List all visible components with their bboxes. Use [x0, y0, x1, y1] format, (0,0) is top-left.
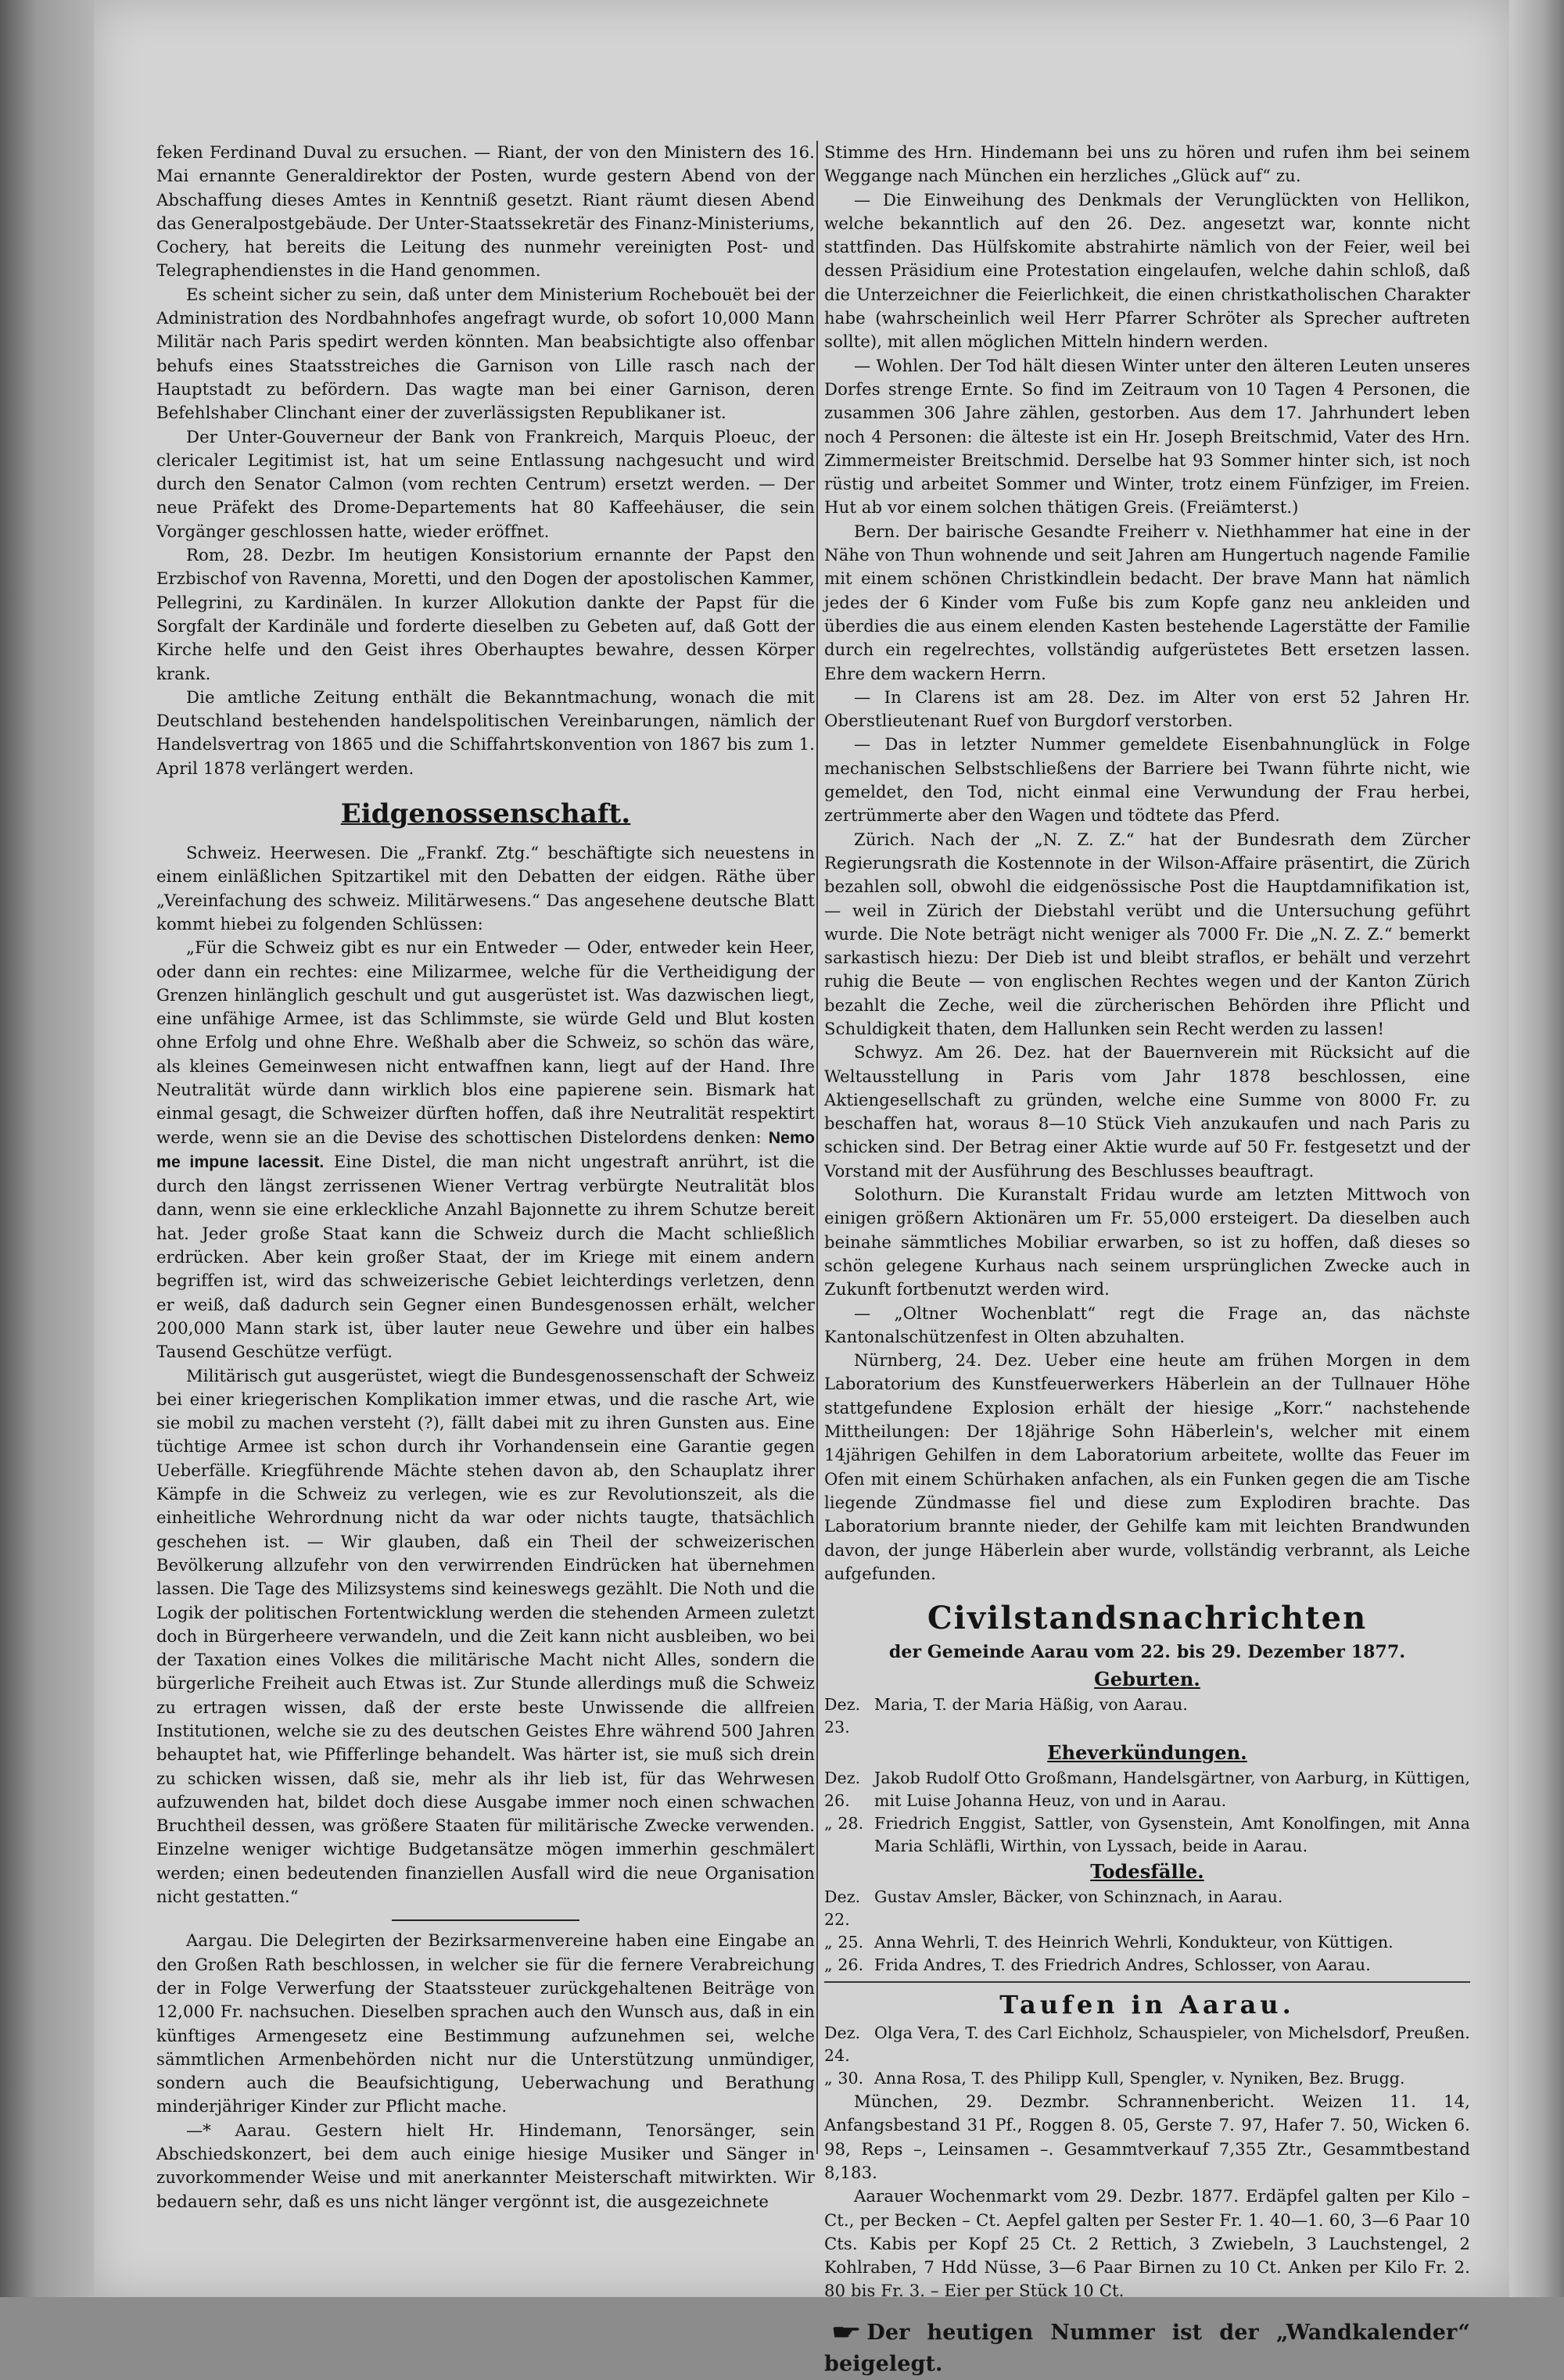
- divider: [824, 1981, 1470, 1983]
- paragraph: Es scheint sicher zu sein, daß unter dem Ministerium Rochebouët bei der Administration des Nordbahnhofes angefragt wurde, ob sofort 10,000 Mann Militär nach Paris spedirt werden könnten. Man beabsichtigte also offenbar behufs eines Staatsstreiches die Garnison von Lille rasch nach der Hauptstadt zu befördern. Das wagte man bei einer Garnison, deren Befehlshaber Clinchant einer der zuverlässigsten Republikaner ist.: [156, 284, 815, 423]
- entry-text: Maria, T. der Maria Häßig, von Aarau.: [874, 1695, 1189, 1715]
- paragraph: — Die Einweihung des Denkmals der Verunglückten von Hellikon, welche bekanntlich auf den 26. Dez. angesetzt war, konnte nicht stattfinden. Das Hülfskomite abstrahirte nämlich von der Feier, weil bei dessen Präsidium eine Protestation eingelaufen, welche dahin schloß, daß die Unterzeichner die Feierlichkeit, die einen christkatholischen Charakter habe (wahrscheinlich weil Herr Pfarrer Schröter als Sprecher auftreten sollte), mit allen möglichen Mitteln hindern werden.: [824, 189, 1470, 352]
- paragraph: — Wohlen. Der Tod hält diesen Winter unter den älteren Leuten unseres Dorfes strenge Ernte. So find im Zeitraum von 10 Tagen 4 Personen, die zusammen 306 Jahre zählen, gestorben. Aus dem 17. Jahrhundert leben noch 4 Personen: die älteste ist ein Hr. Joseph Breitschmid, Vater des Hrn. Zimmermeister Breitschmid. Derselbe hat 93 Sommer hinter sich, ist noch rüstig und arbeitet Sommer und Winter, trotz einem Fünfziger, im Freien. Hut ab vor einem solchen thätigen Greis. (Freiämterst.): [824, 355, 1470, 518]
- entry-text: Anna Rosa, T. des Philipp Kull, Spengler, v. Nyniken, Bez. Brugg.: [874, 2069, 1405, 2088]
- paragraph: Aargau. Die Delegirten der Bezirksarmenvereine haben eine Eingabe an den Großen Rath beschlossen, in welcher sie für die fernere Verabreichung der in Folge Verwerfung der Staatssteuer zurückgehaltenen Beiträge von 12,000 Fr. nachsuchen. Dieselben sprachen auch den Wunsch aus, daß in ein künftiges Armengesetz eine Bestimmung aufzunehmen sei, welche sämmtlichen Armenbehörden nicht nur die Unterstützung unmündiger, sondern auch die Beaufsichtigung, Ueberwachung und Berathung minderjähriger Kinder zur Pflicht mache.: [156, 1930, 815, 2117]
- notice-text: Der heutigen Nummer ist der „Wandkalender“ beigelegt.: [824, 2320, 1470, 2376]
- civil-registry-subtitle: der Gemeinde Aarau vom 22. bis 29. Dezember 1877.: [888, 1642, 1406, 1663]
- latin-motto: Nemo me impune lacessit.: [156, 1128, 815, 1171]
- quote-text: „Für die Schweiz gibt es nur ein Entweder — Oder, entweder kein Heer, oder dann ein rechtes: eine Milizarmee, welche für die Vertheidigung der Grenzen hinlänglich geschult und gut ausgerüstet ist. Was dazwischen liegt, eine unfähige Armee, ist das Schlimmste, sie würde Geld und Blut kosten ohne Erfolg und ohne Ehre. Weßhalb aber die Schweiz, so schön das wäre, als kleines Gemeinwesen nicht entwaffnen kann, liegt auf der Hand. Ihre Neutralität würde dann wirklich blos eine papierene sein. Bismark hat einmal gesagt, die Schweizer dürften hoffen, daß ihre Neutralität respektirt werde, wenn sie an die Devise des schottischen Distelordens denken:: [156, 937, 815, 1147]
- left-column: [156, 141, 815, 2213]
- paragraph: Rom, 28. Dezbr. Im heutigen Konsistorium ernannte der Papst den Erzbischof von Ravenna, Moretti, und den Dogen der apostolischen Kammer, Pellegrini, zu Kardinälen. In kurzer Allokution dankte der Papst für die Sorgfalt der Kardinäle und forderte dieselben zu Gebeten auf, daß Gott der Kirche helfe und den Geist ihres Oberhauptes bewahre, dessen Körper krank.: [156, 545, 815, 683]
- marriages-heading: Eheverkündungen.: [1047, 1741, 1247, 1765]
- paragraph: — In Clarens ist am 28. Dez. im Alter von erst 52 Jahren Hr. Oberstlieutenant Ruef von Burgdorf verstorben.: [824, 686, 1470, 731]
- births-heading: Geburten.: [1094, 1668, 1200, 1691]
- entry-date: Dez. 26.: [824, 1769, 861, 1811]
- registry-entry: [824, 1767, 1470, 1812]
- scan-left-edge: [0, 0, 94, 2297]
- paragraph: — „Oltner Wochenblatt“ regt die Frage an, das nächste Kantonalschützenfest in Olten abzuhalten.: [824, 1303, 1470, 1346]
- paragraph: Stimme des Hrn. Hindemann bei uns zu hören und rufen ihm bei seinem Weggange nach München ein herzliches „Glück auf“ zu.: [824, 142, 1470, 186]
- entry-date: Dez. 23.: [824, 1695, 861, 1737]
- entry-text: Gustav Amsler, Bäcker, von Schinznach, in Aarau.: [874, 1887, 1283, 1907]
- entry-text: Anna Wehrli, T. des Heinrich Wehrli, Kondukteur, von Küttigen.: [874, 1933, 1394, 1952]
- entry-text: Frida Andres, T. des Friedrich Andres, Schlosser, von Aarau.: [874, 1955, 1371, 1975]
- supplement-notice: [824, 2317, 1470, 2380]
- registry-entry: [824, 2067, 1470, 2090]
- pointing-hand-icon: ☛: [830, 2320, 862, 2345]
- paragraph: Die amtliche Zeitung enthält die Bekanntmachung, wonach die mit Deutschland bestehenden handelspolitischen Vereinbarungen, nämlich der Handelsvertrag von 1865 und die Schiffahrtskonvention von 1867 bis zum 1. April 1878 verlängert werden.: [156, 686, 815, 778]
- column-rule: [816, 141, 818, 2154]
- paragraph: Nürnberg, 24. Dez. Ueber eine heute am frühen Morgen in dem Laboratorium des Kunstfeuerwerkers Häberlein an der Tullnauer Höhe stattgefundene Explosion erhält der hiesige „Korr.“ nachstehende Mittheilungen: Der 18jährige Sohn Häberlein's, welcher mit einem 14jährigen Gehilfen in dem Laboratorium arbeitete, wollte das Feuer im Ofen mit einem Schürhaken anfachen, als ein Funken gegen die am Tische liegende Zündmasse fiel und diese zum Explodiren brachte. Das Laboratorium brannte nieder, der Gehilfe kam mit leichten Brandwunden davon, der junge Häberlein aber wurde, vollständig verbrannt, als Leiche aufgefunden.: [824, 1350, 1470, 1583]
- market-report: Aarauer Wochenmarkt vom 29. Dezbr. 1877. Erdäpfel galten per Kilo – Ct., per Becken – Ct. Aepfel galten per Sester Fr. 1. 40—1. 60, 3—6 Paar 10 Cts. Kabis per Kopf 25 Ct. 2 Rettich, 3 Zwiebeln, 3 Lauchstengel, 2 Kohlraben, 7 Hdd Nüsse, 3—6 Paar Birnen zu 10 Ct. Anken per Kilo Fr. 2. 80 bis Fr. 3. – Eier per Stück 10 Ct.: [824, 2186, 1470, 2301]
- registry-entry: [824, 2022, 1470, 2067]
- entry-date: Dez. 24.: [824, 2023, 861, 2066]
- entry-text: Jakob Rudolf Otto Großmann, Handelsgärtner, von Aarburg, in Küttigen, mit Luise Johanna Heuz, von und in Aarau.: [874, 1769, 1470, 1811]
- paragraph: Zürich. Nach der „N. Z. Z.“ hat der Bundesrath dem Zürcher Regierungsrath die Kostennote in der Wilson-Affaire präsentirt, die Zürich bezahlen soll, obwohl die eidgenössische Post die Hauptdamnifikation ist, — weil in Zürich der Diebstahl verübt und die Untersuchung geführt wurde. Die Note beträgt nicht weniger als 7000 Fr. Die „N. Z. Z.“ bemerkt sarkastisch hiezu: Der Dieb ist und bleibt straflos, er behält und verzehrt ruhig die Beute — von englischen Rechtes wegen und der Kanton Zürich bezahlt die Zeche, weil die zürcherischen Behörden ihre Pflicht und Schuldigkeit thaten, dem Hallunken sein Recht werden zu lassen!: [824, 829, 1470, 1038]
- entry-text: Friedrich Enggist, Sattler, von Gysenstein, Amt Konolfingen, mit Anna Maria Schläfli, Wirthin, von Lyssach, beide in Aarau.: [874, 1814, 1470, 1856]
- paragraph: —* Aarau. Gestern hielt Hr. Hindemann, Tenorsänger, sein Abschiedskonzert, bei dem auch einige hiesige Musiker und Sänger in zuvorkommender Weise und mit anerkannter Meisterschaft mitwirkten. Wir bedauern sehr, daß es uns nicht länger vergönnt ist, die ausgezeichnete: [156, 2120, 815, 2211]
- entry-date: Dez. 22.: [824, 1887, 861, 1930]
- registry-entry: [824, 1812, 1470, 1858]
- quote-text: Eine Distel, die man nicht ungestraft anrührt, ist die durch den längst zerrissenen Wiener Vertrag verbürgte Neutralität blos dann, wenn sie eine erkleckliche Anzahl Bajonnette zu ihrem Schutze bereit hat. Jeder große Staat kann die Schweiz durch die Macht schließlich erdrücken. Aber kein großer Staat, der im Kriege mit einem andern begriffen ist, wird das schweizerische Gebiet leichterdings verletzen, denn er weiß, daß dadurch sein Gegner einen Bundesgenossen erhält, welcher 200,000 Mann stark ist, über lauter neue Gewehre und über ein halbes Tausend Geschütze verfügt.: [156, 1151, 815, 1362]
- scan-right-edge: [1509, 0, 1564, 2297]
- registry-entry: [824, 1931, 1470, 1954]
- paragraph: feken Ferdinand Duval zu ersuchen. — Riant, der von den Ministern des 16. Mai ernannte Generaldirektor der Posten, wurde gestern Abend von der Abschaffung dieses Amtes in Kenntniß gesetzt. Riant räumt diesen Abend das Generalpostgebäude. Der Unter-Staatssekretär des Finanz-Ministeriums, Cochery, hat bereits die Leitung des nunmehr vereinigten Post- und Telegraphendienstes in die Hand genommen.: [156, 142, 815, 281]
- entry-date: „ 28.: [824, 1814, 864, 1833]
- paragraph: Bern. Der bairische Gesandte Freiherr v. Niethhammer hat eine in der Nähe von Thun wohnende und seit Jahren am Hungertuch nagende Familie mit einem schönen Christkindlein bedacht. Der brave Mann hat nämlich jedes der 6 Kinder vom Fuße bis zum Kopfe ganz neu ankleiden und überdies die aus einem elenden Kasten bestehende Lagerstätte der Familie durch ein regelrechtes, vollständig aufgerüstetes Bett ersetzen lassen. Ehre dem wackern Herrn.: [824, 521, 1470, 683]
- deaths-heading: Todesfälle.: [1090, 1860, 1204, 1884]
- quote-paragraph: Militärisch gut ausgerüstet, wiegt die Bundesgenossenschaft der Schweiz bei einer kriegerischen Komplikation immer etwas, und die rasche Art, wie sie mobil zu machen versteht (?), fällt dabei mit zu ihren Gunsten aus. Eine tüchtige Armee ist schon durch ihr Vorhandensein eine Garantie gegen Ueberfälle. Kriegführende Mächte stehen davon ab, den Schauplatz ihrer Kämpfe in die Schweiz zu verlegen, wie es zur Revolutionszeit, als die einheitliche Wehrordnung nicht da war oder nichts taugte, thatsächlich geschehen ist. — Wir glauben, daß ein Theil der schweizerischen Bevölkerung allzufehr von den verwirrenden Eindrücken hat übernehmen lassen. Die Tage des Milizsystems sind keineswegs gezählt. Die Noth und die Logik der politischen Fortentwicklung werden die stehenden Armeen zuletzt doch in Bürgerheere verwandeln, und die Zeit kann nicht ausbleiben, wo bei der Taxation eines Volkes die militärische Macht nicht Alles, sondern die bürgerliche Freiheit auch Etwas ist. Zur Stunde allerdings muß die Schweiz zu ertragen wissen, daß der erste beste Unwissende die allfreien Institutionen, welche sie zu des deutschen Geistes Ehre während 500 Jahren behauptet hat, wie Pfifferlinge behandelt. Was härter ist, sie muß sich drein zu schicken wissen, daß sie, mehr als ihr lieb ist, für das Wehrwesen aufzuwenden hat, bildet doch diese Ausgabe immer noch einen schwachen Bruchtheil dessen, was größere Staaten für militärische Zwecke verwenden. Einzelne weniger wichtige Budgetansätze mögen immerhin geschmälert werden; einen bedeutenden finanziellen Ausfall wird die neue Organisation nicht gestatten.“: [156, 1365, 815, 1907]
- market-report: München, 29. Dezmbr. Schrannenbericht. Weizen 11. 14, Anfangsbestand 31 Pf., Roggen 8. 05, Gerste 7. 97, Hafer 7. 50, Wicken 6. 98, Reps –, Leinsamen –. Gesammtverkauf 7,355 Ztr., Gesammtbestand 8,183.: [824, 2091, 1470, 2182]
- entry-date: „ 30.: [824, 2069, 864, 2088]
- registry-entry: [824, 1954, 1470, 1977]
- quote-paragraph: [156, 936, 815, 1364]
- paragraph: — Das in letzter Nummer gemeldete Eisenbahnunglück in Folge mechanischen Selbstschließens der Barriere bei Twann führte nicht, wie gemeldet, den Tod, nicht einmal eine Verwundung der Frau herbei, zertrümmerte aber den Wagen und tödtete das Pferd.: [824, 734, 1470, 826]
- entry-date: „ 25.: [824, 1933, 864, 1952]
- registry-entry: [824, 1886, 1470, 1931]
- paragraph: Solothurn. Die Kuranstalt Fridau wurde am letzten Mittwoch von einigen größern Aktionären um Fr. 55,000 ersteigert. Da dieselben auch beinahe sämmtliches Mobiliar erwarben, so ist zu hoffen, daß dieses so schön gelegene Kurhaus nach seinem ursprünglichen Zwecke auch in Zukunft fortbenutzt werden wird.: [824, 1185, 1470, 1299]
- newspaper-page: [94, 0, 1509, 2376]
- right-column: [824, 141, 1470, 2380]
- baptisms-heading: Taufen in Aarau.: [999, 1990, 1295, 2020]
- civil-registry-title: Civilstandsnachrichten: [927, 1600, 1368, 1637]
- section-heading: Eidgenossenschaft.: [340, 798, 631, 830]
- registry-entry: [824, 1694, 1470, 1739]
- paragraph: Schweiz. Heerwesen. Die „Frankf. Ztg.“ beschäftigte sich neuestens in einem einläßlichen Spitzartikel mit den Debatten der eidgen. Räthe über „Vereinfachung des schweiz. Militärwesens.“ Das angesehene deutsche Blatt kommt hiebei zu folgenden Schlüssen:: [156, 843, 815, 934]
- entry-date: „ 26.: [824, 1955, 864, 1975]
- entry-text: Olga Vera, T. des Carl Eichholz, Schauspieler, von Michelsdorf, Preußen.: [874, 2023, 1470, 2043]
- paragraph: Der Unter-Gouverneur der Bank von Frankreich, Marquis Ploeuc, der clericaler Legitimist ist, hat um seine Entlassung nachgesucht und wird durch den Senator Calmon (vom rechten Centrum) ersetzt werden. — Der neue Präfekt des Drome-Departements hat 80 Kaffeehäuser, die sein Vorgänger geschlossen hatte, wieder eröffnet.: [156, 426, 815, 541]
- divider: [392, 1919, 579, 1921]
- paragraph: Schwyz. Am 26. Dez. hat der Bauernverein mit Rücksicht auf die Weltausstellung in Paris vom Jahr 1878 beschlossen, eine Aktiengesellschaft zu gründen, welche eine Summe von 8000 Fr. zu beschaffen hat, woraus 8—10 Stück Vieh anzukaufen und nach Paris zu schicken sind. Der Betrag einer Aktie wurde auf 50 Fr. festgesetzt und der Vorstand mit der Ausführung des Beschlusses beauftragt.: [824, 1042, 1470, 1181]
